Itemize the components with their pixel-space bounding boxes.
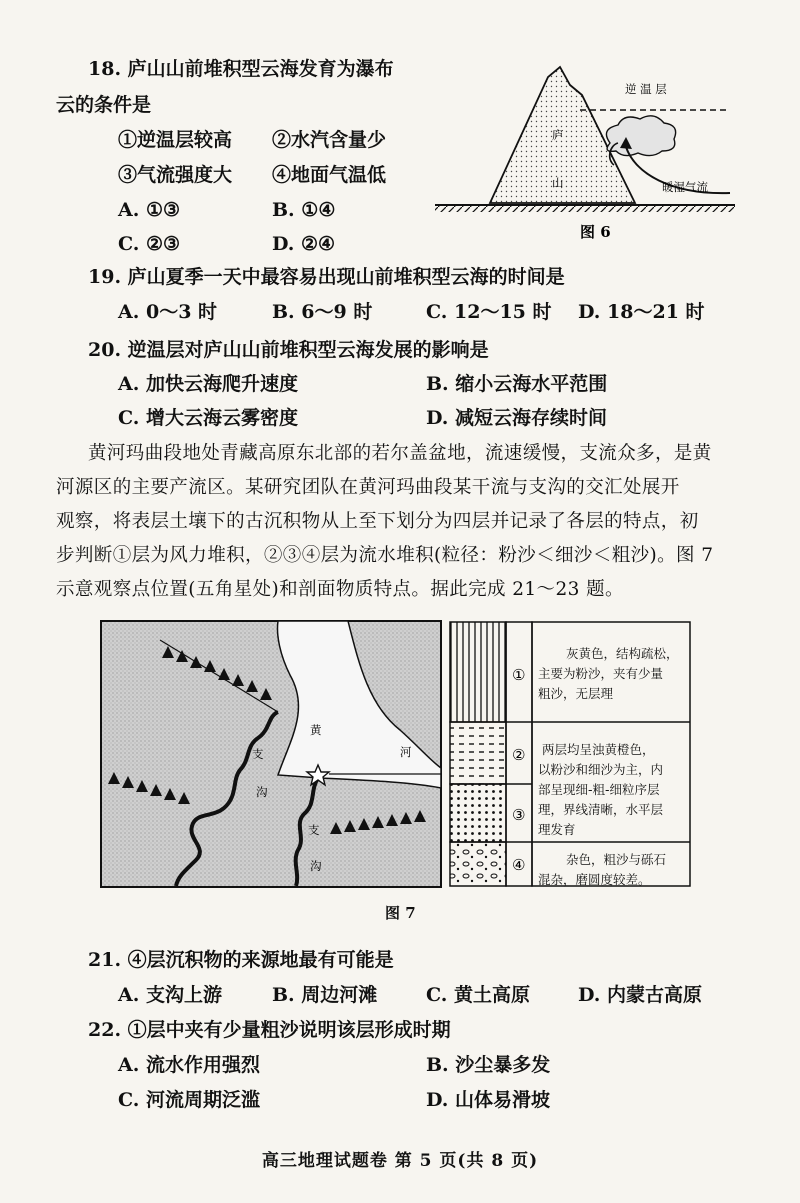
mountain-label-1: 庐	[552, 128, 564, 142]
q18-option-4: ④地面气温低	[272, 164, 387, 186]
layer-2-3-description	[538, 740, 663, 840]
layer-4-pattern	[450, 842, 506, 886]
inversion-label: 逆 温 层	[625, 82, 667, 96]
layer-1-desc-line: 主要为粉沙，夹有少量	[538, 666, 664, 681]
layer-1-description	[538, 644, 679, 704]
passage	[56, 437, 746, 607]
layer-4-desc-line: 杂色，粗沙与砾石	[566, 852, 667, 867]
layer-1-pattern	[450, 622, 506, 722]
figure-7-caption: 图 7	[385, 904, 416, 922]
passage-line-5: 示意观察点位置(五角星处)和剖面物质特点。据此完成 21～23 题。	[56, 579, 624, 600]
layer-4-desc-line: 混杂，磨圆度较差。	[538, 872, 651, 887]
q21-choice-a: A. 支沟上游	[118, 984, 222, 1006]
layer-2-number: ②	[512, 746, 526, 764]
q20-choice-d: D. 减短云海存续时间	[426, 407, 608, 429]
q22-choice-d: D. 山体易滑坡	[426, 1089, 551, 1111]
q20-choice-c: C. 增大云海云雾密度	[118, 407, 299, 429]
gully2-label-a: 支	[308, 823, 320, 837]
q20-choice-a: A. 加快云海爬升速度	[118, 373, 298, 395]
layer-1-desc-line: 灰黄色，结构疏松，	[566, 646, 679, 661]
passage-line-3: 观察，将表层土壤下的古沉积物从上至下划分为四层并记录了各层的特点，初	[56, 511, 699, 532]
layer-3-pattern	[450, 784, 506, 842]
river-label-2: 河	[400, 745, 412, 759]
cloud-icon	[606, 116, 675, 156]
layer-2-pattern	[450, 722, 506, 784]
q18-choice-d: D. ②④	[272, 233, 336, 255]
gully2-label-b: 沟	[310, 859, 322, 873]
passage-line-1: 黄河玛曲段地处青藏高原东北部的若尔盖盆地，流速缓慢，支流众多，是黄	[88, 443, 712, 464]
layer-3-number: ③	[512, 806, 526, 824]
ground-hatching	[435, 206, 735, 212]
q20-choice-b: B. 缩小云海水平范围	[426, 373, 608, 395]
q19-choice-a: A. 0～3 时	[118, 301, 218, 323]
q18-option-3: ③气流强度大	[118, 164, 233, 186]
layer-1-desc-line: 粗沙，无层理	[538, 686, 614, 701]
passage-line-4: 步判断①层为风力堆积，②③④层为流水堆积(粒径：粉沙＜细沙＜粗沙)。图 7	[56, 545, 714, 566]
layer-2-desc-line: 理发育	[538, 822, 576, 837]
layer-1-number: ①	[512, 666, 526, 684]
figure-7-map	[100, 620, 442, 888]
q18-option-1: ①逆温层较高	[118, 129, 233, 151]
gully1-label-a: 支	[252, 747, 264, 761]
passage-line-2: 河源区的主要产流区。某研究团队在黄河玛曲段某干流与支沟的交汇处展开	[56, 477, 680, 498]
q18-stem-line2: 云的条件是	[56, 94, 152, 116]
q19-choice-d: D. 18～21 时	[578, 301, 705, 323]
layer-2-desc-line: 两层均呈浊黄橙色，	[542, 742, 655, 757]
q20-stem: 20. 逆温层对庐山山前堆积型云海发展的影响是	[88, 339, 489, 361]
airflow-label: 暖湿气流	[662, 180, 708, 194]
q21-stem: 21. ④层沉积物的来源地最有可能是	[88, 949, 394, 971]
q18-choice-c: C. ②③	[118, 233, 181, 255]
q18-choice-a: A. ①③	[118, 199, 181, 221]
layer-2-desc-line: 部呈现细-粗-细粒序层	[538, 782, 660, 797]
q18-stem-line1: 18. 庐山山前堆积型云海发育为瀑布	[88, 58, 394, 80]
q22-choice-a: A. 流水作用强烈	[118, 1054, 260, 1076]
q21-choice-c: C. 黄土高原	[426, 984, 531, 1006]
q22-choice-c: C. 河流周期泛滥	[118, 1089, 261, 1111]
gully1-label-b: 沟	[256, 785, 268, 799]
layer-2-desc-line: 理，界线清晰，水平层	[538, 802, 664, 817]
q19-stem: 19. 庐山夏季一天中最容易出现山前堆积型云海的时间是	[88, 266, 565, 288]
river-label-1: 黄	[310, 723, 322, 737]
q19-choice-c: C. 12～15 时	[426, 301, 552, 323]
layer-4-description	[538, 850, 666, 890]
layer-4-number: ④	[512, 856, 526, 874]
mountain-label-2: 山	[552, 176, 564, 190]
q21-choice-b: B. 周边河滩	[272, 984, 378, 1006]
figure-6	[430, 55, 740, 245]
q21-choice-d: D. 内蒙古高原	[578, 984, 703, 1006]
q18-choice-b: B. ①④	[272, 199, 336, 221]
q19-choice-b: B. 6～9 时	[272, 301, 373, 323]
page-footer: 高三地理试题卷 第 5 页(共 8 页)	[261, 1151, 539, 1171]
q18-option-2: ②水汽含量少	[272, 129, 387, 151]
q22-stem: 22. ①层中夹有少量粗沙说明该层形成时期	[88, 1019, 451, 1041]
layer-2-desc-line: 以粉沙和细沙为主，内	[538, 762, 664, 777]
q22-choice-b: B. 沙尘暴多发	[426, 1054, 551, 1076]
figure-6-caption: 图 6	[580, 223, 611, 241]
